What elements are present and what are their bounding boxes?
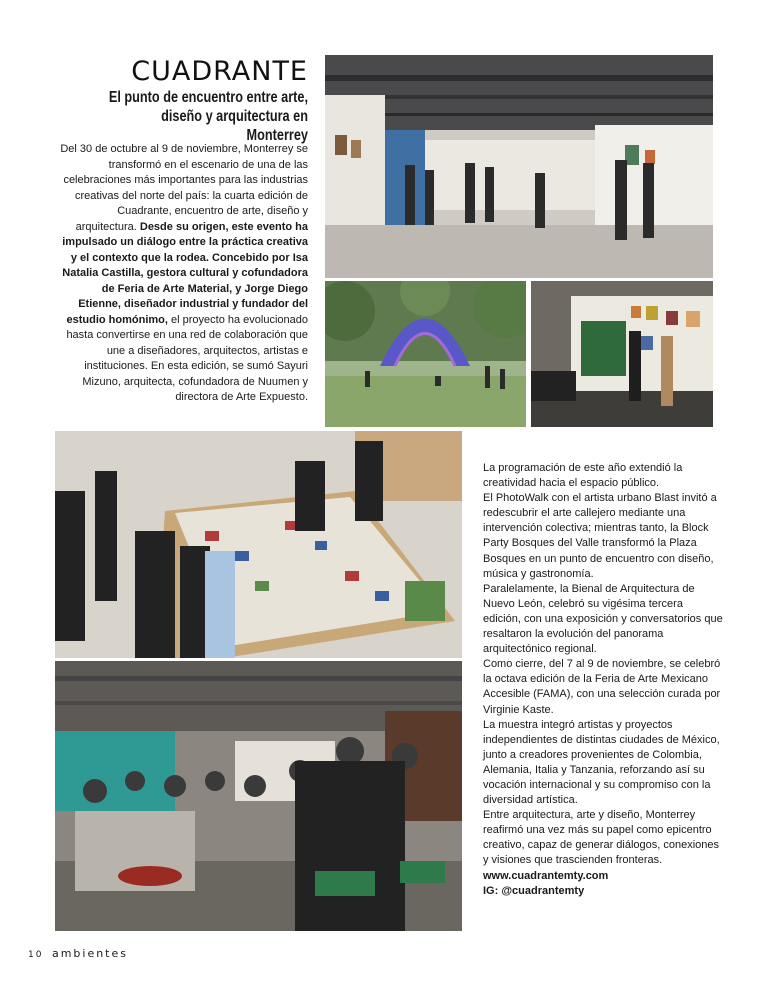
article-title: CUADRANTE — [131, 56, 308, 87]
intro-text-2: el proyecto ha evolucionado hasta convertirse en una red de colaboración que une a diseñadores, arquitectos, artistas e instituciones. En esta edición, se sumó Sayuri Mizuno, arquitecta, cofundadora de Nuumen y directora de Arte Expuesto. — [66, 313, 308, 403]
paragraph-muestra: La muestra integró artistas y proyectos independientes de distintas ciudades de México, junto a creadores provenientes de Colombia, Alemania, Italia y Tanzania, reforzando así su vocación internacional y su compromiso con la diversidad artística. — [483, 718, 720, 807]
photo-park-pavilion — [325, 281, 526, 427]
magazine-name: ambientes — [51, 947, 128, 960]
photo-book-table — [55, 431, 462, 658]
intro-paragraph — [60, 142, 308, 406]
instagram-handle[interactable]: IG: @cuadrantemty — [483, 884, 585, 897]
page-number: 10 — [28, 950, 44, 960]
photo-gallery-booth — [531, 281, 713, 427]
intro-text-bold: Desde su origen, este evento ha impulsado un diálogo entre la práctica creativa y el contexto que la rodea. Concebido por Isa Natalia Castilla, gestora cultural y cofundadora de Feria de Arte Material, y Jorge Diego Etienne, diseñador industrial y fundador del estudio homónimo, — [62, 220, 308, 326]
photo-exhibition-hall — [325, 55, 713, 278]
intro-text-1: Del 30 de octubre al 9 de noviembre, Monterrey se transformó en el escenario de una de las celebraciones más importantes para las industrias creativas del norte del país: la cuarta edición de Cuadrante, encuentro de arte, diseño y arquitectura. — [60, 143, 308, 233]
paragraph-bienal: Paralelamente, la Bienal de Arquitectura de Nuevo León, celebró su vigésima tercera edición, con una exposición y conversatorios que resaltaron la evolución del panorama arquitectónico regional. — [483, 582, 723, 656]
paragraph-photowalk: El PhotoWalk con el artista urbano Blast invitó a redescubrir el arte callejero mediante una intervención colectiva; mientras tanto, la Block Party Bosques del Valle transformó la Plaza Bosques en un punto de encuentro con diseño, música y gastronomía. — [483, 492, 717, 580]
website-link[interactable]: www.cuadrantemty.com — [483, 869, 609, 882]
paragraph-closing: Entre arquitectura, arte y diseño, Monterrey reafirmó una vez más su papel como epicentro creativo, capaz de generar diálogos, conexiones y visiones que trascienden fronteras. — [483, 809, 720, 867]
paragraph-public-space: La programación de este año extendió la creatividad hacia el espacio público. — [483, 462, 683, 490]
article-subtitle: El punto de encuentro entre arte, diseño y arquitectura en Monterrey — [108, 89, 308, 144]
page-footer — [28, 947, 128, 960]
photo-conversation-audience — [55, 661, 462, 931]
column-two-text — [483, 461, 723, 899]
paragraph-fama: Como cierre, del 7 al 9 de noviembre, se celebró la octava edición de la Feria de Arte Mexicano Accesible (FAMA), con una selección curada por Virginie Kaste. — [483, 658, 721, 716]
